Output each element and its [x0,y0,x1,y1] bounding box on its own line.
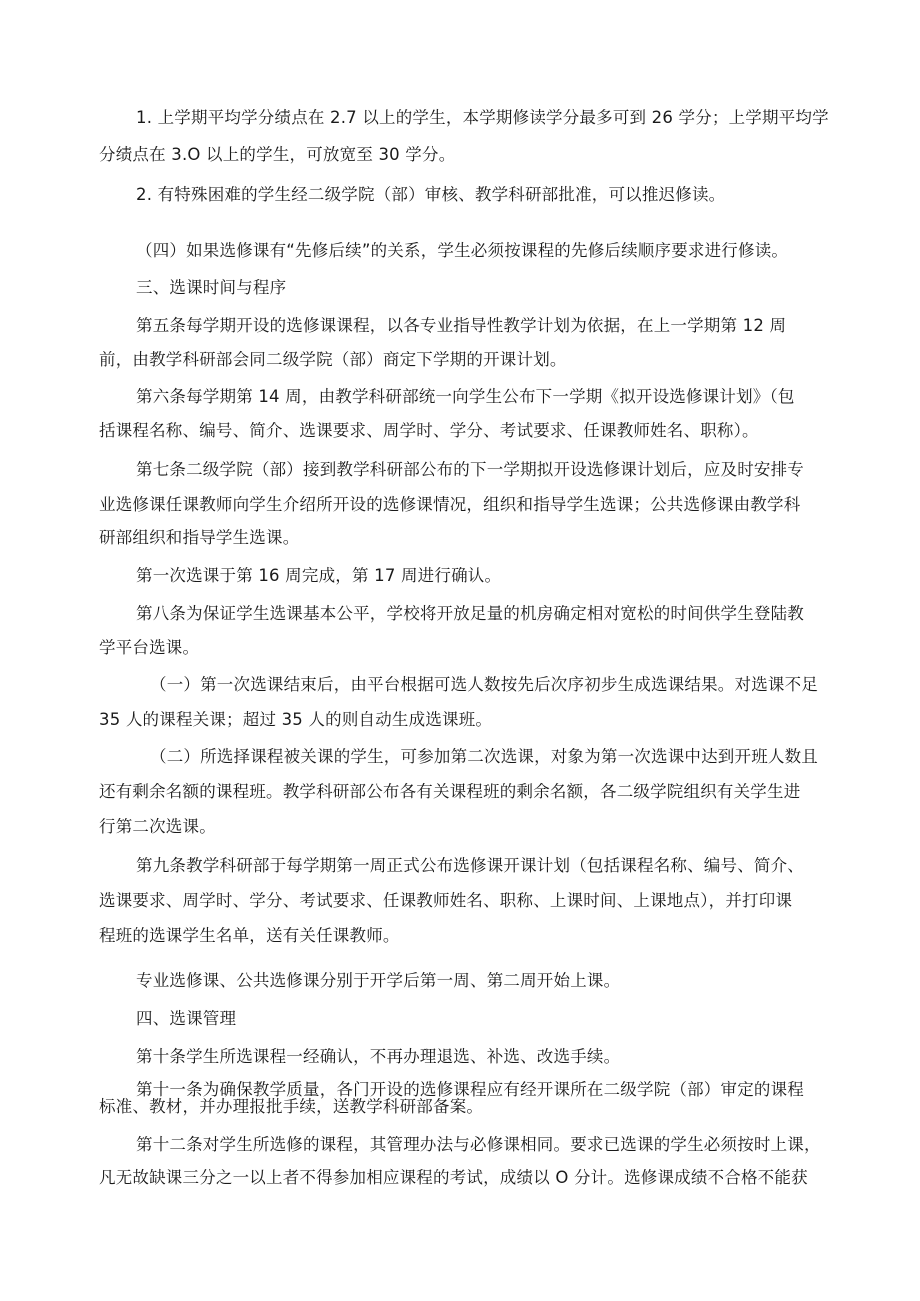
text-line-11: 业选修课任课教师向学生介绍所开设的选修课情况，组织和指导学生选课；公共选修课由教学科 [99,495,801,514]
text-line-4: （四）如果选修课有“先修后续”的关系，学生必须按课程的先修后续顺序要求进行修读。 [136,241,789,260]
text-line-22: 选课要求、周学时、学分、考试要求、任课教师姓名、职称、上课时间、上课地点），并打印课 [99,891,793,910]
text-line-23: 程班的选课学生名单，送有关任课教师。 [99,926,400,945]
text-line-10: 第七条二级学院（部）接到教学科研部公布的下一学期拟开设选修课计划后，应及时安排专 [136,460,804,479]
text-line-9: 括课程名称、编号、简介、选课要求、周学时、学分、考试要求、任课教师姓名、职称）。 [99,421,759,440]
text-line-13: 第一次选课于第 16 周完成，第 17 周进行确认。 [136,566,502,585]
text-line-6: 第五条每学期开设的选修课课程，以各专业指导性教学计划为依据，在上一学期第 12 周 [136,316,787,335]
text-line-19: 还有剩余名额的课程班。教学科研部公布各有关课程班的剩余名额，各二级学院组织有关学生进 [99,782,801,801]
text-line-18: （二）所选择课程被关课的学生，可参加第二次选课，对象为第一次选课中达到开班人数且 [150,747,818,766]
text-line-27: 第十一条为确保教学质量，各门开设的选修课程应有经开课所在二级学院（部）审定的课程 [136,1080,804,1099]
text-line-1: 1. 上学期平均学分绩点在 2.7 以上的学生，本学期修读学分最多可到 26 学分；上学期平均学 [136,108,829,127]
text-line-29: 第十二条对学生所选修的课程，其管理办法与必修课相同。要求已选课的学生必须按时上课， [136,1135,821,1154]
section-heading-3: 三、选课时间与程序 [136,278,287,297]
text-line-24: 专业选修课、公共选修课分别于开学后第一周、第二周开始上课。 [136,971,621,990]
text-line-15: 学平台选课。 [99,638,200,657]
text-line-16: （一）第一次选课结束后，由平台根据可选人数按先后次序初步生成选课结果。对选课不足 [150,675,818,694]
text-line-21: 第九条教学科研部于每学期第一周正式公布选修课开课计划（包括课程名称、编号、简介、 [136,856,804,875]
text-line-20: 行第二次选课。 [99,817,216,836]
text-line-17: 35 人的课程关课；超过 35 人的则自动生成选课班。 [99,710,493,729]
text-line-12: 研部组织和指导学生选课。 [99,528,300,547]
text-line-3: 2. 有特殊困难的学生经二级学院（部）审核、教学科研部批准，可以推迟修读。 [136,185,726,204]
text-line-26: 第十条学生所选课程一经确认，不再办理退选、补选、改选手续。 [136,1047,621,1066]
text-line-30: 凡无故缺课三分之一以上者不得参加相应课程的考试，成绩以 O 分计。选修课成绩不合格不能获 [99,1168,808,1187]
text-line-28: 标准、教材，并办理报批手续，送教学科研部备案。 [99,1097,484,1116]
section-heading-4: 四、选课管理 [136,1009,237,1028]
text-line-7: 前，由教学科研部会同二级学院（部）商定下学期的开课计划。 [99,350,567,369]
text-line-8: 第六条每学期第 14 周，由教学科研部统一向学生公布下一学期《拟开设选修课计划》（包 [136,387,795,406]
text-line-2: 分绩点在 3.O 以上的学生，可放宽至 30 学分。 [99,145,456,164]
text-line-14: 第八条为保证学生选课基本公平，学校将开放足量的机房确定相对宽松的时间供学生登陆教 [136,604,804,623]
